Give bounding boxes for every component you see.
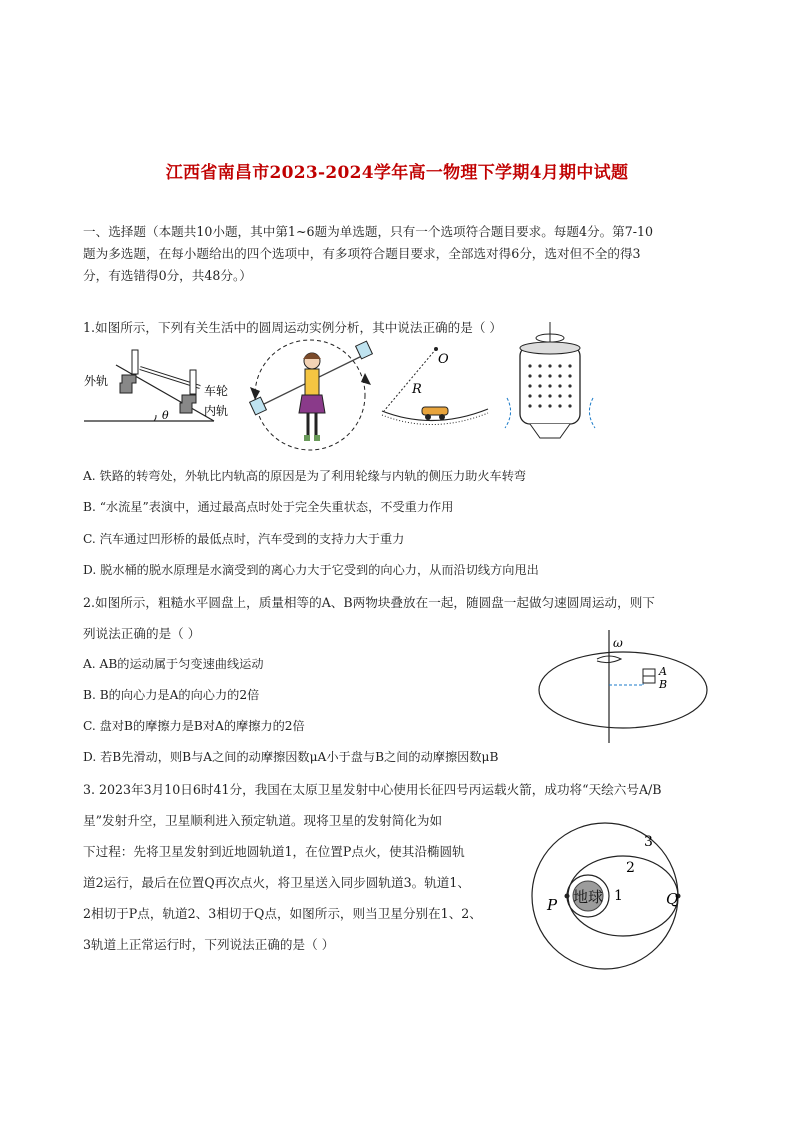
- q1-option-d: D. 脱水桶的脱水原理是水滴受到的离心力大于它受到的向心力，从而沿切线方向甩出: [83, 563, 539, 577]
- q1-option-b: B. “水流星”表演中，通过最高点时处于完全失重状态，不受重力作用: [83, 500, 454, 514]
- inner-rail-label: 内轨: [204, 404, 229, 418]
- earth-label: 地球: [573, 888, 604, 906]
- section-intro-line-3: 分，有选错得0分，共48分。）: [83, 268, 252, 283]
- q3-stem-line-6: 3轨道上正常运行时，下列说法正确的是（ ）: [83, 937, 335, 952]
- page-title: 江西省南昌市2023-2024学年高一物理下学期4月期中试题: [165, 163, 629, 183]
- q3-stem-line-2: 星”发射升空，卫星顺利进入预定轨道。现将卫星的发射简化为如: [83, 813, 443, 828]
- q3-stem-line-1: 3. 2023年3月10日6时41分，我国在太原卫星发射中心使用长征四号丙运载火箭，成功将“天绘六号A/B: [83, 782, 662, 797]
- orbit-1-label: 1: [614, 888, 623, 904]
- rotating-disc-figure: [535, 625, 715, 750]
- railway-curve-figure: [82, 345, 229, 430]
- center-O-label: O: [438, 352, 449, 367]
- omega-label: ω: [613, 636, 623, 650]
- section-intro-line-2: 题为多选题，在每小题给出的四个选项中，有多项符合题目要求，全部选对得6分，选对但不全的得3: [83, 246, 641, 261]
- block-B-label: B: [659, 678, 668, 691]
- orbit-2-label: 2: [626, 860, 635, 876]
- q3-stem-line-5: 2相切于P点，轨道2、3相切于Q点，如图所示，则当卫星分别在1、2、: [83, 906, 482, 921]
- outer-rail-label: 外轨: [84, 374, 109, 388]
- point-P-label: P: [547, 896, 558, 914]
- q1-option-a: A. 铁路的转弯处，外轨比内轨高的原因是为了利用轮缘与内轨的侧压力助火车转弯: [83, 469, 527, 483]
- section-intro-line-1: 一、选择题（本题共10小题，其中第1~6题为单选题，只有一个选项符合题目要求。每题4分。第7-10: [83, 224, 654, 239]
- theta-label: θ: [162, 409, 169, 422]
- radius-R-label: R: [412, 382, 422, 397]
- q3-stem-line-3: 下过程：先将卫星发射到近地圆轨道1，在位置P点火，使其沿椭圆轨: [83, 844, 465, 859]
- wheel-label: 车轮: [204, 384, 229, 398]
- block-A-label: A: [659, 665, 667, 678]
- q2-stem-line-2: 列说法正确的是（ ）: [83, 626, 201, 641]
- q2-stem-line-1: 2.如图所示，粗糙水平圆盘上，质量相等的A、B两物块叠放在一起，随圆盘一起做匀速圆周运动，则下: [83, 595, 655, 610]
- spin-dryer-figure: [495, 318, 605, 443]
- q2-option-d: D. 若B先滑动，则B与A之间的动摩擦因数μA小于盘与B之间的动摩擦因数μB: [83, 750, 499, 764]
- q2-option-c: C. 盘对B的摩擦力是B对A的摩擦力的2倍: [83, 719, 305, 733]
- q3-stem-line-4: 道2运行，最后在位置Q再次点火，将卫星送入同步圆轨道3。轨道1、: [83, 875, 470, 890]
- q1-stem: 1.如图所示，下列有关生活中的圆周运动实例分析，其中说法正确的是（ ）: [83, 320, 503, 335]
- water-meteor-figure: [240, 335, 380, 455]
- point-Q-label: Q: [666, 890, 679, 908]
- satellite-orbit-figure: [510, 818, 710, 973]
- q1-option-c: C. 汽车通过凹形桥的最低点时，汽车受到的支持力大于重力: [83, 532, 405, 546]
- q2-option-a: A. AB的运动属于匀变速曲线运动: [83, 657, 264, 671]
- orbit-3-label: 3: [644, 834, 653, 850]
- concave-bridge-figure: [378, 345, 493, 425]
- q2-option-b: B. B的向心力是A的向心力的2倍: [83, 688, 260, 702]
